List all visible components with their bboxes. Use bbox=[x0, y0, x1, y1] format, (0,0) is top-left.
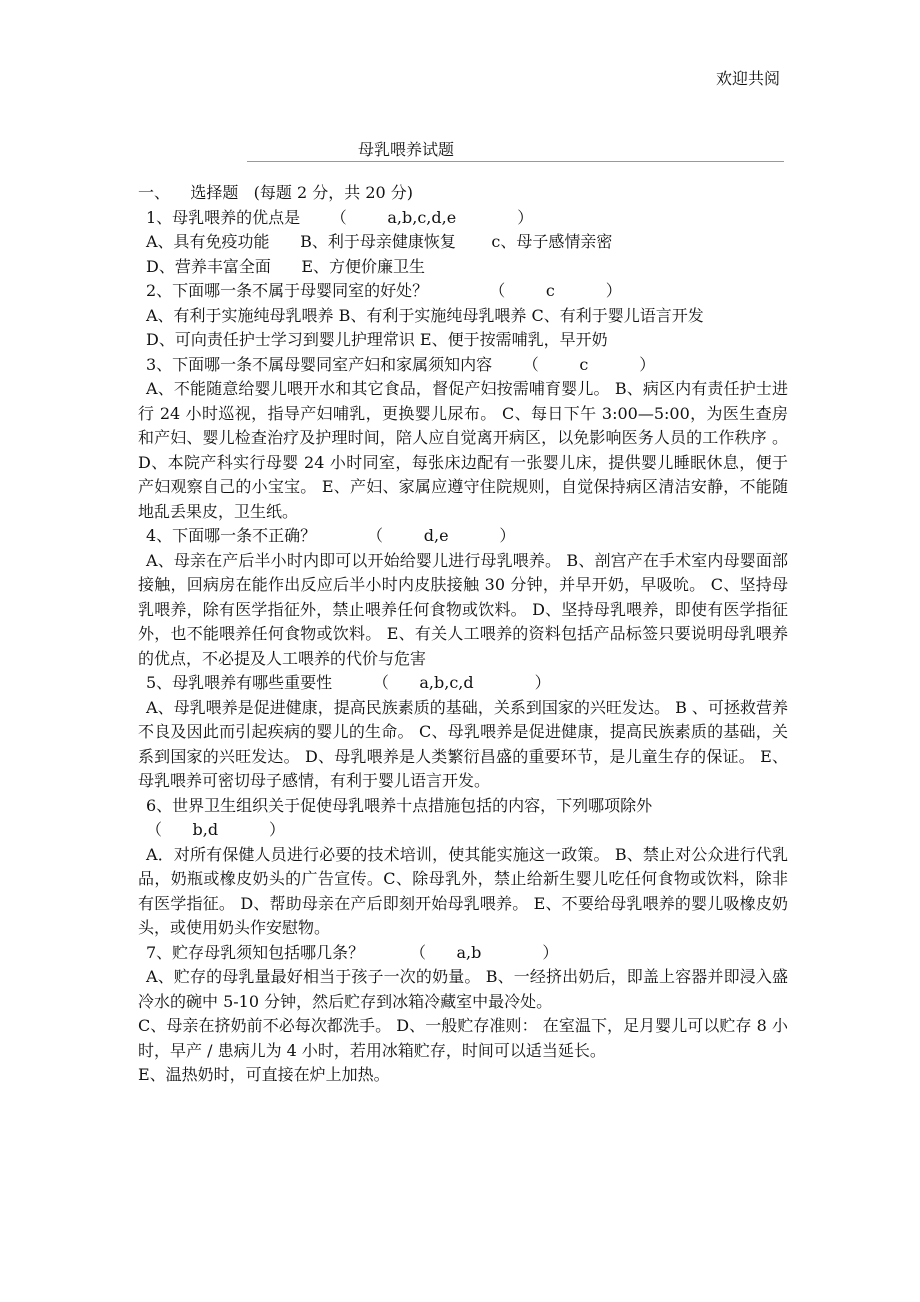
question-stem: 3、下面哪一条不属母婴同室产妇和家属须知内容 bbox=[146, 354, 493, 374]
question-1 bbox=[138, 206, 788, 231]
header-welcome: 欢迎共阅 bbox=[716, 69, 781, 88]
section-number: 一、 bbox=[138, 183, 171, 202]
question-6: 6、世界卫生组织关于促使母乳喂养十点措施包括的内容，下列哪项除外 bbox=[146, 795, 653, 815]
question-stem: 2、下面哪一条不属于母婴同室的好处？ bbox=[146, 281, 429, 300]
question-answer: （ d,e ） bbox=[367, 526, 516, 545]
question-stem: 4、下面哪一条不正确？ bbox=[146, 526, 317, 545]
question-2 bbox=[138, 279, 788, 304]
question-4 bbox=[138, 524, 788, 549]
question-2-options: A、有利于实施纯母乳喂养 B、有利于实施纯母乳喂养 C、有利于婴儿语言开发 bbox=[146, 305, 704, 325]
question-5 bbox=[138, 671, 788, 696]
question-4-options: A、母亲在产后半小时内即可以开始给婴儿进行母乳喂养。 B、剖宫产在手术室内母婴面部接触，回病房在能作出反应后半小时内皮肤接触 30 分钟，并早开奶，早吸吮。 C、坚持母乳喂养，除有医学指征外，禁止喂养任何食物或饮料。 D、坚持母乳喂养，即使有医学指征外，也不能喂养任何食物或饮料。 E、有关人工喂养的资料包括产品标签只要说明母乳喂养的优点，不必提及人工喂养的代价与危害 bbox=[138, 550, 788, 668]
question-answer: （ a,b ） bbox=[409, 942, 559, 962]
section-scoring: (每题 2 分，共 20 分) bbox=[253, 183, 414, 202]
question-3-options: A、不能随意给婴儿喂开水和其它食品，督促产妇按需哺育婴儿。 B、病区内有责任护士进行 24 小时巡视，指导产妇哺乳，更换婴儿尿布。 C、每日下午 3:00—5:00，为医生查房和产妇、婴儿检查治疗及护理时间，陪人应自觉离开病区，以免影响医务人员的工作秩序 。 D、本院产科实行母婴 24 小时同室，每张床边配有一张婴儿床，提供婴儿睡眠休息，便于产妇观察自己的小宝宝。 E、产妇、家属应遵守住院规则，自觉保持病区清洁安静，不能随地乱丢果皮，卫生纸。 bbox=[138, 379, 788, 521]
question-answer: （ c ） bbox=[522, 354, 656, 374]
question-3 bbox=[138, 353, 788, 378]
question-7-options-3: E、温热奶时，可直接在炉上加热。 bbox=[138, 1065, 390, 1084]
document-title: 母乳喂养试题 bbox=[358, 140, 455, 159]
question-stem: 7、贮存母乳须知包括哪几条？ bbox=[146, 942, 365, 962]
title-rule bbox=[247, 161, 784, 162]
question-1-options-line-2: D、营养丰富全面 E、方便价廉卫生 bbox=[146, 256, 426, 276]
section-title: 选择题 bbox=[190, 183, 239, 202]
question-7 bbox=[138, 941, 788, 966]
question-answer: （ a,b,c,d ） bbox=[372, 673, 551, 692]
question-6-options: A．对所有保健人员进行必要的技术培训，使其能实施这一政策。 B、禁止对公众进行代乳品，奶瓶或橡皮奶头的广告宣传。C、除母乳外，禁止给新生婴儿吃任何食物或饮料，除非有医学指征。 D、帮助母亲在产后即刻开始母乳喂养。 E、不要给母乳喂养的婴儿吸橡皮奶头，或使用奶头作安慰物。 bbox=[138, 844, 788, 937]
question-2-options-2: D、可向责任护士学习到婴儿护理常识 E、便于按需哺乳，早开奶 bbox=[146, 330, 608, 349]
question-7-options-2: C、母亲在挤奶前不必每次都洗手。 D、一般贮存准则： 在室温下，足月婴儿可以贮存 8 小时，早产 / 患病儿为 4 小时，若用冰箱贮存，时间可以适当延长。 bbox=[138, 1016, 788, 1060]
question-stem: 5、母乳喂养有哪些重要性 bbox=[146, 673, 333, 692]
question-7-options: A、贮存的母乳量最好相当于孩子一次的奶量。 B、一经挤出奶后，即盖上容器并即浸入盛冷水的碗中 5-10 分钟，然后贮存到冰箱冷藏室中最冷处。 bbox=[138, 967, 788, 1011]
question-answer: （ c ） bbox=[489, 281, 622, 300]
question-stem: 1、母乳喂养的优点是 bbox=[146, 207, 301, 227]
question-5-options: A、母乳喂养是促进健康，提高民族素质的基础，关系到国家的兴旺发达。 B 、可拯救营养不良及因此而引起疾病的婴儿的生命。 C、母乳喂养是促进健康，提高民族素质的基础，关系到国家的兴旺发达。 D、母乳喂养是人类繁衍昌盛的重要环节，是儿童生存的保证。 E、母乳喂养可密切母子感情，有利于婴儿语言开发。 bbox=[138, 697, 788, 790]
question-1-options-line-1: A、具有免疫功能 B、利于母亲健康恢复 c、母子感情亲密 bbox=[146, 232, 613, 251]
question-6-answer: （ b,d ） bbox=[146, 820, 285, 839]
document-body bbox=[138, 181, 788, 1088]
section-heading bbox=[138, 181, 788, 206]
question-answer: （ a,b,c,d,e ） bbox=[330, 207, 534, 227]
